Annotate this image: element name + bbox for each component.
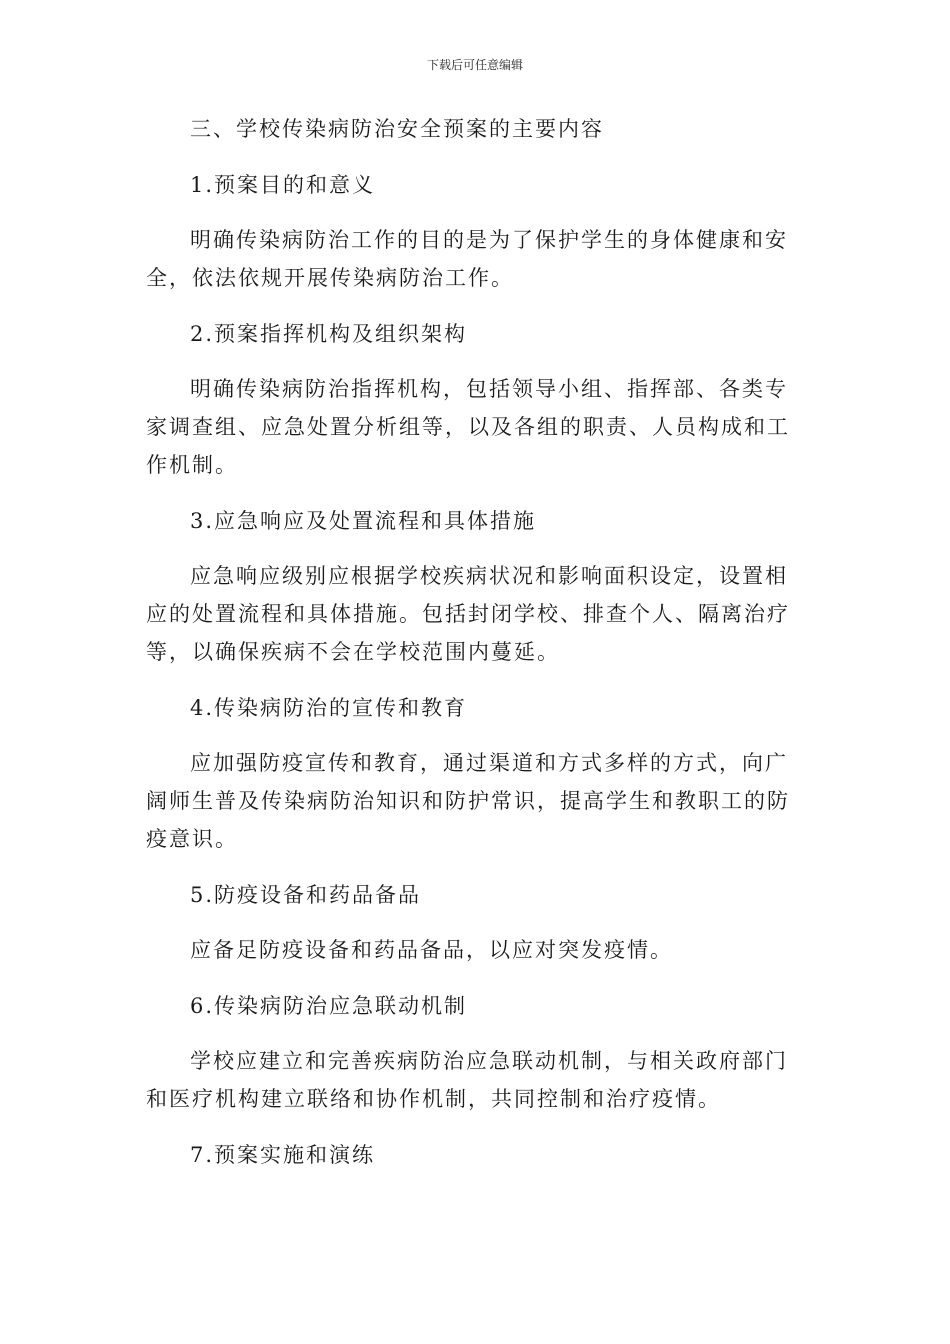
- item-body-3: 应急响应级别应根据学校疾病状况和影响面积设定，设置相应的处置流程和具体措施。包括封闭学校、排查个人、隔离治疗等，以确保疾病不会在学校范围内蔓延。: [146, 564, 790, 664]
- item-body-2: 明确传染病防治指挥机构，包括领导小组、指挥部、各类专家调查组、应急处置分析组等，以及各组的职责、人员构成和工作机制。: [146, 377, 790, 477]
- item-body-1: 明确传染病防治工作的目的是为了保护学生的身体健康和安全，依法依规开展传染病防治工作。: [146, 228, 788, 290]
- document-body: [146, 110, 806, 1174]
- item-body-4: 应加强防疫宣传和教育，通过渠道和方式多样的方式，向广阔师生普及传染病防治知识和防护常识，提高学生和教职工的防疫意识。: [146, 751, 790, 851]
- item-body-5: 应备足防疫设备和药品备品，以应对突发疫情。: [190, 938, 673, 962]
- item-heading-3: 3.应急响应及处置流程和具体措施: [190, 509, 537, 533]
- item-heading-6: 6.传染病防治应急联动机制: [190, 994, 468, 1018]
- item-heading-4: 4.传染病防治的宣传和教育: [190, 696, 468, 720]
- section-title: 三、学校传染病防治安全预案的主要内容: [190, 117, 604, 141]
- item-heading-7: 7.预案实施和演练: [190, 1143, 376, 1167]
- item-heading-5: 5.防疫设备和药品备品: [190, 883, 422, 907]
- item-heading-2: 2.预案指挥机构及组织架构: [190, 322, 468, 346]
- header-note: 下载后可任意编辑: [426, 58, 523, 72]
- item-body-6: 学校应建立和完善疾病防治应急联动机制，与相关政府部门和医疗机构建立联络和协作机制，共同控制和治疗疫情。: [146, 1049, 788, 1111]
- item-heading-1: 1.预案目的和意义: [190, 173, 376, 197]
